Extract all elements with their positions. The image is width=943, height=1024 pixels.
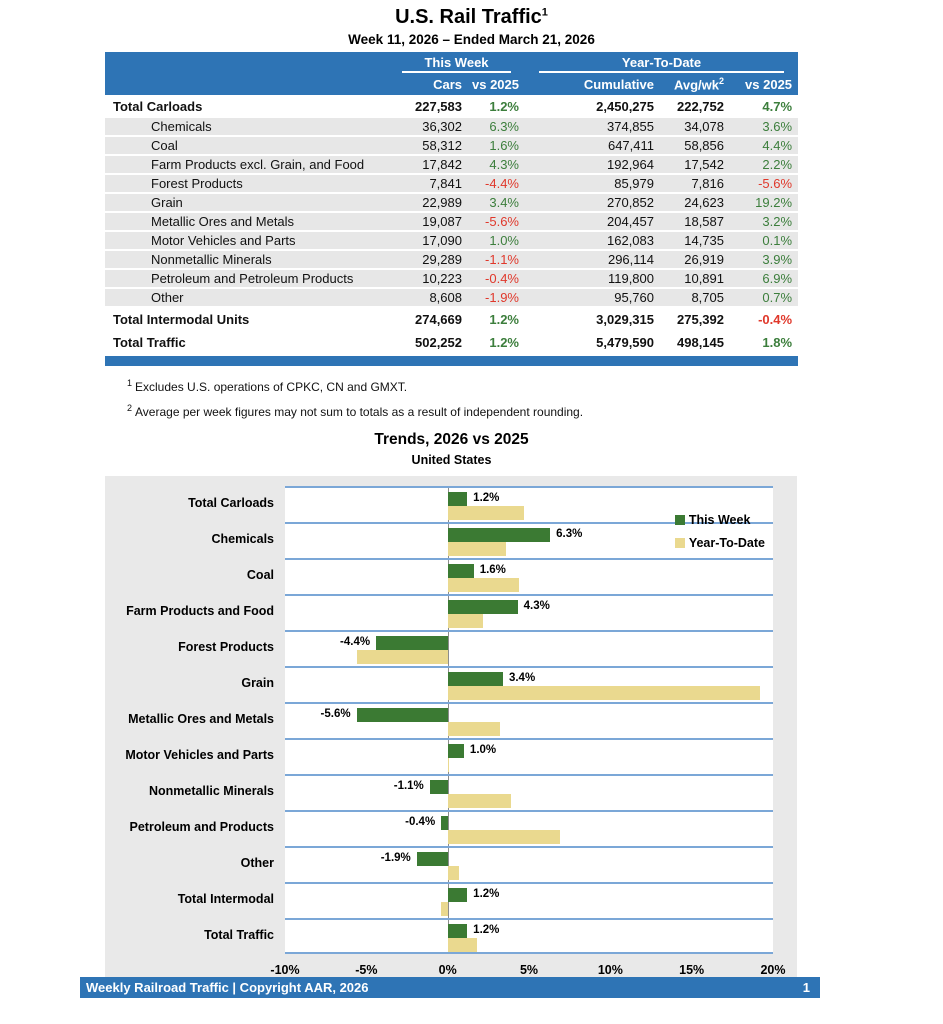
year-to-date-bar [448, 578, 520, 592]
table-row [105, 174, 798, 193]
col-header-this-week-vs-2025: vs 2025 [468, 73, 525, 95]
legend-item-this-week [675, 513, 765, 527]
bar-value-label: -1.9% [380, 852, 411, 864]
cell-commodity-label: Coal [105, 136, 388, 155]
chart-band-row [105, 630, 773, 666]
cell-value: -5.6% [730, 174, 798, 193]
cell-commodity-label: Farm Products excl. Grain, and Food [105, 155, 388, 174]
cell-commodity-label: Other [105, 288, 388, 307]
legend-label-this-week: This Week [688, 513, 751, 527]
chart-category-label: Grain [241, 676, 274, 690]
chart-category-label: Other [240, 856, 274, 870]
cell-value: -1.9% [468, 288, 525, 307]
this-week-bar [448, 672, 503, 686]
cell-value: 0.1% [730, 231, 798, 250]
cell-value: 7,816 [660, 174, 730, 193]
title-footnote-marker: 1 [541, 6, 548, 19]
footer-text: Weekly Railroad Traffic | Copyright AAR, 2026 [86, 980, 369, 995]
this-week-bar [448, 744, 464, 758]
cell-value: 29,289 [388, 250, 468, 269]
table-row [105, 118, 798, 136]
cell-value: 3.9% [730, 250, 798, 269]
footnote-1-text: Excludes U.S. operations of CPKC, CN and GMXT. [135, 380, 408, 394]
footnote-1-marker: 1 [127, 378, 133, 388]
chart-band-plot [285, 774, 773, 810]
year-to-date-bar [448, 506, 524, 520]
chart-category-label: Petroleum and Products [129, 820, 274, 834]
cell-value: 3.2% [730, 212, 798, 231]
cell-value: 274,669 [388, 307, 468, 331]
cell-value: 119,800 [525, 269, 660, 288]
table-row [105, 231, 798, 250]
chart-band-row [105, 486, 773, 522]
cell-value: -5.6% [468, 212, 525, 231]
cell-value: 2.2% [730, 155, 798, 174]
group-header-this-week-label: This Week [402, 55, 511, 73]
header-spacer-cell [105, 52, 388, 73]
cell-value: 5,479,590 [525, 331, 660, 354]
bar-value-label: 3.4% [508, 672, 536, 684]
cell-value: 4.3% [468, 155, 525, 174]
cell-value: 3,029,315 [525, 307, 660, 331]
cell-value: 6.3% [468, 118, 525, 136]
cell-value: 24,623 [660, 193, 730, 212]
cell-value: 85,979 [525, 174, 660, 193]
cell-value: 4.7% [730, 95, 798, 118]
chart-band-row [105, 594, 773, 630]
chart-band-plot [285, 738, 773, 774]
table-header [105, 52, 798, 95]
chart-band-plot [285, 810, 773, 846]
legend-item-year-to-date [675, 536, 765, 550]
chart-band-row [105, 882, 773, 918]
cell-value: 647,411 [525, 136, 660, 155]
this-week-bar [357, 708, 448, 722]
chart-band-row [105, 558, 773, 594]
table-row [105, 250, 798, 269]
cell-value: -0.4% [730, 307, 798, 331]
chart-title: Trends, 2026 vs 2025 [374, 431, 529, 448]
avg-wk-footnote-marker: 2 [718, 75, 724, 86]
cell-commodity-label: Total Intermodal Units [105, 307, 388, 331]
chart-category-label: Total Traffic [204, 928, 274, 942]
cell-commodity-label: Metallic Ores and Metals [105, 212, 388, 231]
cell-value: 10,223 [388, 269, 468, 288]
chart-band-row [105, 810, 773, 846]
chart-category-label: Coal [246, 568, 274, 582]
bar-value-label: -0.4% [405, 816, 436, 828]
rail-traffic-table [105, 52, 798, 354]
footnote-2 [127, 400, 798, 421]
col-header-cumulative: Cumulative [525, 73, 660, 95]
this-week-bar [417, 852, 448, 866]
table-row [105, 269, 798, 288]
chart-band-plot [285, 918, 773, 954]
cell-value: 270,852 [525, 193, 660, 212]
cell-commodity-label: Forest Products [105, 174, 388, 193]
this-week-bar [376, 636, 448, 650]
chart-band-row [105, 774, 773, 810]
cell-value: 8,608 [388, 288, 468, 307]
bar-value-label: -1.1% [393, 780, 424, 792]
chart-band-row [105, 702, 773, 738]
x-axis-tick: 10% [597, 963, 623, 977]
year-to-date-bar [448, 938, 477, 952]
cell-value: 192,964 [525, 155, 660, 174]
table-bottom-rule [105, 356, 798, 366]
cell-value: 3.6% [730, 118, 798, 136]
year-to-date-bar [441, 902, 448, 916]
year-to-date-bar [357, 650, 448, 664]
year-to-date-swatch-icon [675, 538, 685, 548]
cell-value: 1.8% [730, 331, 798, 354]
footnotes [127, 375, 798, 421]
chart-plot-area [105, 486, 773, 954]
bar-value-label: 1.0% [469, 744, 497, 756]
cell-commodity-label: Petroleum and Petroleum Products [105, 269, 388, 288]
legend-label-year-to-date: Year-To-Date [688, 536, 765, 550]
cell-value: 17,090 [388, 231, 468, 250]
chart-category-label: Farm Products and Food [126, 604, 274, 618]
chart-band-plot [285, 630, 773, 666]
col-header-cars: Cars [388, 73, 468, 95]
x-axis-tick: 0% [438, 963, 457, 977]
cell-value: 204,457 [525, 212, 660, 231]
table-row [105, 307, 798, 331]
cell-value: 34,078 [660, 118, 730, 136]
this-week-bar [441, 816, 448, 830]
chart-band-plot [285, 666, 773, 702]
year-to-date-bar [448, 794, 511, 808]
table-row [105, 193, 798, 212]
x-axis-tick: 15% [679, 963, 705, 977]
group-header-this-week [388, 52, 525, 73]
chart-band-plot [285, 846, 773, 882]
main-column [105, 52, 798, 987]
trends-bar-chart [105, 476, 797, 987]
cell-value: 10,891 [660, 269, 730, 288]
cell-commodity-label: Nonmetallic Minerals [105, 250, 388, 269]
col-header-ytd-vs-2025: vs 2025 [730, 73, 798, 95]
this-week-bar [430, 780, 448, 794]
bar-value-label: 1.2% [473, 492, 500, 504]
this-week-swatch-icon [675, 515, 685, 525]
year-to-date-bar [448, 758, 450, 772]
cell-value: 58,312 [388, 136, 468, 155]
group-header-ytd-label: Year-To-Date [539, 55, 784, 73]
bar-value-label: -5.6% [320, 708, 351, 720]
chart-subtitle: United States [411, 453, 492, 467]
cell-value: 36,302 [388, 118, 468, 136]
group-header-year-to-date [525, 52, 798, 73]
cell-commodity-label: Grain [105, 193, 388, 212]
cell-value: 26,919 [660, 250, 730, 269]
table-row [105, 95, 798, 118]
footnote-2-text: Average per week figures may not sum to totals as a result of independent rounding. [135, 405, 584, 419]
chart-band-plot [285, 594, 773, 630]
cell-value: -0.4% [468, 269, 525, 288]
chart-category-label: Total Intermodal [177, 892, 274, 906]
cell-value: 275,392 [660, 307, 730, 331]
chart-category-label: Chemicals [211, 532, 274, 546]
bar-value-label: 1.2% [473, 924, 500, 936]
table-row [105, 136, 798, 155]
page-title-text: U.S. Rail Traffic [395, 6, 542, 28]
page-number: 1 [802, 980, 810, 995]
cell-value: 162,083 [525, 231, 660, 250]
chart-category-label: Forest Products [178, 640, 274, 654]
cell-value: 19.2% [730, 193, 798, 212]
traffic-table-body [105, 95, 798, 354]
cell-value: -1.1% [468, 250, 525, 269]
cell-value: 1.6% [468, 136, 525, 155]
cell-value: 498,145 [660, 331, 730, 354]
bar-value-label: 6.3% [556, 528, 583, 540]
header-spacer-cell [105, 73, 388, 95]
cell-value: 296,114 [525, 250, 660, 269]
cell-commodity-label: Motor Vehicles and Parts [105, 231, 388, 250]
footnote-1 [127, 375, 798, 396]
chart-category-label: Metallic Ores and Metals [128, 712, 274, 726]
cell-value: 227,583 [388, 95, 468, 118]
cell-value: 2,450,275 [525, 95, 660, 118]
x-axis-tick: -10% [270, 963, 300, 977]
chart-category-label: Nonmetallic Minerals [148, 784, 274, 798]
cell-value: 19,087 [388, 212, 468, 231]
cell-commodity-label: Total Carloads [105, 95, 388, 118]
cell-value: 1.2% [468, 95, 525, 118]
page-title [0, 6, 943, 29]
cell-value: 3.4% [468, 193, 525, 212]
year-to-date-bar [448, 614, 484, 628]
cell-value: 17,542 [660, 155, 730, 174]
this-week-bar [448, 924, 468, 938]
cell-value: 1.2% [468, 331, 525, 354]
bar-value-label: 4.3% [523, 600, 550, 612]
chart-category-label: Motor Vehicles and Parts [125, 748, 274, 762]
bar-value-label: 1.2% [473, 888, 500, 900]
footer-bar [80, 977, 820, 998]
cell-value: 0.7% [730, 288, 798, 307]
this-week-bar [448, 528, 550, 542]
this-week-bar [448, 492, 468, 506]
year-to-date-bar [448, 866, 459, 880]
chart-legend [675, 513, 765, 559]
footnote-2-marker: 2 [127, 403, 133, 413]
page-subtitle: Week 11, 2026 – Ended March 21, 2026 [348, 32, 595, 47]
col-header-avg-wk [660, 73, 730, 95]
col-header-avg-wk-label: Avg/wk [673, 77, 719, 92]
cell-value: 222,752 [660, 95, 730, 118]
this-week-bar [448, 600, 518, 614]
cell-value: 1.0% [468, 231, 525, 250]
chart-band-plot [285, 702, 773, 738]
chart-band-row [105, 522, 773, 558]
year-to-date-bar [448, 686, 760, 700]
table-row [105, 331, 798, 354]
cell-value: 7,841 [388, 174, 468, 193]
report-header [0, 6, 943, 47]
cell-value: 374,855 [525, 118, 660, 136]
chart-band-row [105, 666, 773, 702]
cell-value: 18,587 [660, 212, 730, 231]
chart-band-plot [285, 558, 773, 594]
cell-value: 14,735 [660, 231, 730, 250]
cell-value: -4.4% [468, 174, 525, 193]
cell-value: 502,252 [388, 331, 468, 354]
cell-commodity-label: Total Traffic [105, 331, 388, 354]
cell-value: 95,760 [525, 288, 660, 307]
cell-value: 1.2% [468, 307, 525, 331]
chart-band-row [105, 918, 773, 954]
x-axis-tick: 5% [519, 963, 539, 977]
chart-band-row [105, 846, 773, 882]
chart-category-label: Total Carloads [188, 496, 274, 510]
table-row [105, 212, 798, 231]
x-axis-tick: 20% [760, 963, 786, 977]
cell-value: 6.9% [730, 269, 798, 288]
year-to-date-bar [448, 542, 507, 556]
year-to-date-bar [448, 830, 560, 844]
this-week-bar [448, 888, 468, 902]
cell-value: 17,842 [388, 155, 468, 174]
this-week-bar [448, 564, 474, 578]
bar-value-label: -4.4% [340, 636, 371, 648]
cell-value: 8,705 [660, 288, 730, 307]
chart-band-plot [285, 882, 773, 918]
cell-value: 4.4% [730, 136, 798, 155]
table-row [105, 288, 798, 307]
x-axis-tick: -5% [355, 963, 378, 977]
cell-commodity-label: Chemicals [105, 118, 388, 136]
bar-value-label: 1.6% [479, 564, 506, 576]
year-to-date-bar [448, 722, 500, 736]
table-row [105, 155, 798, 174]
cell-value: 58,856 [660, 136, 730, 155]
chart-band-row [105, 738, 773, 774]
cell-value: 22,989 [388, 193, 468, 212]
